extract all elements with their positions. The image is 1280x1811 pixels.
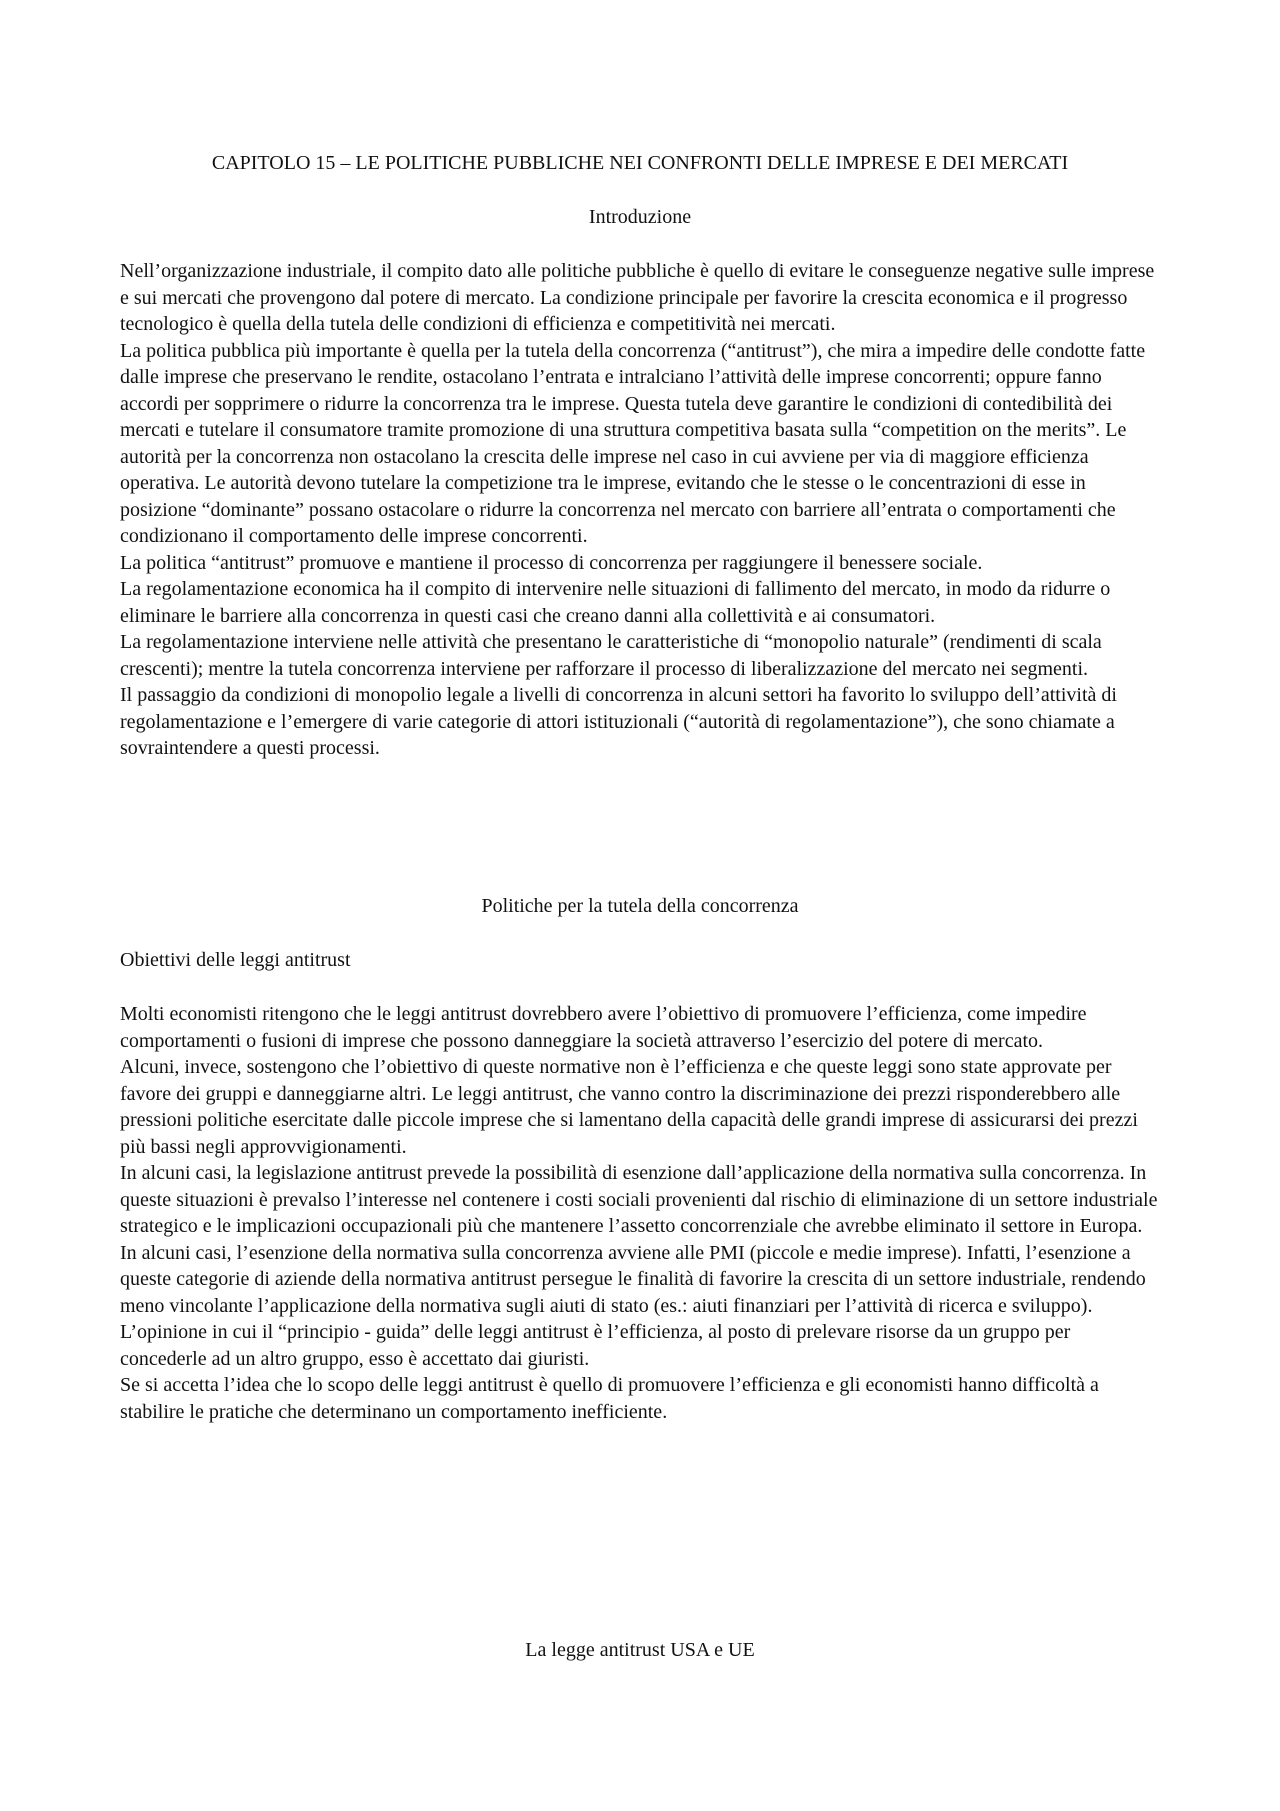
subsection-body: [120, 1001, 1160, 1425]
subsection-paragraph: L’opinione in cui il “principio - guida” delle leggi antitrust è l’efficienza, al posto di prelevare risorse da un gruppo per concederle ad un altro gruppo, esso è accettato dai giuristi.: [120, 1321, 1071, 1370]
intro-paragraph: La regolamentazione interviene nelle attività che presentano le caratteristiche di “monopolio naturale” (rendimenti di scala crescenti); mentre la tutela concorrenza interviene per rafforzare il processo di liberalizzazione del mercato nei segmenti.: [120, 631, 1102, 680]
intro-paragraph: Nell’organizzazione industriale, il compito dato alle politiche pubbliche è quello di evitare le conseguenze negative sulle imprese e sui mercati che provengono dal potere di mercato. La condizione principale per favorire la crescita economica e il progresso tecnologico è quella della tutela delle condizioni di efficienza e competitività nei mercati.: [120, 260, 1155, 335]
subsection-paragraph: In alcuni casi, l’esenzione della normativa sulla concorrenza avviene alle PMI (piccole e medie imprese). Infatti, l’esenzione a queste categorie di aziende della normativa antitrust persegue le finalità di favorire la crescita di un settore industriale, rendendo meno vincolante l’applicazione della normativa sugli aiuti di stato (es.: aiuti finanziari per l’attività di ricerca e sviluppo).: [120, 1241, 1146, 1317]
chapter-title: CAPITOLO 15 – LE POLITICHE PUBBLICHE NEI CONFRONTI DELLE IMPRESE E DEI MERCATI: [211, 152, 1069, 174]
subsection-paragraph: Molti economisti ritengono che le leggi antitrust dovrebbero avere l’obiettivo di promuovere l’efficienza, come impedire comportamenti o fusioni di imprese che possono danneggiare la società attraverso l’esercizio del potere di mercato.: [120, 1003, 1087, 1052]
intro-paragraph: Il passaggio da condizioni di monopolio legale a livelli di concorrenza in alcuni settori ha favorito lo sviluppo dell’attività di regolamentazione e l’emergere di varie categorie di attori istituzionali (“autorità di regolamentazione”), che sono chiamate a sovraintendere a questi processi.: [120, 684, 1117, 759]
subsection-paragraph: Alcuni, invece, sostengono che l’obiettivo di queste normative non è l’efficienza e che queste leggi sono state approvate per favore dei gruppi e danneggiarne altri. Le leggi antitrust, che vanno contro la discriminazione dei prezzi risponderebbero alle pressioni politiche esercitate dalle piccole imprese che si lamentano della capacità delle grandi imprese di assicurarsi dei prezzi più bassi negli approvvigionamenti.: [120, 1056, 1138, 1158]
subsection-heading: Obiettivi delle leggi antitrust: [120, 949, 351, 971]
footer-heading: La legge antitrust USA e UE: [525, 1639, 755, 1661]
intro-paragraph: La politica pubblica più importante è quella per la tutela della concorrenza (“antitrust”), che mira a impedire delle condotte fatte dalle imprese che preservano le rendite, ostacolano l’entrata e intralciano l’attività delle imprese concorrenti; oppure fanno accordi per sopprimere o ridurre la concorrenza tra le imprese. Questa tutela deve garantire le condizioni di contedibilità dei mercati e tutelare il consumatore tramite promozione di una struttura competitiva basata sulla “competition on the merits”. Le autorità per la concorrenza non ostacolano la crescita delle imprese nel caso in cui avviene per via di maggiore efficienza operativa. Le autorità devono tutelare la competizione tra le imprese, evitando che le stesse o le concentrazioni di esse in posizione “dominante” possano ostacolare o ridurre la concorrenza nel mercato con barriere all’entrata o comportamenti che condizionano il comportamento delle imprese concorrenti.: [120, 339, 1146, 547]
subsection-paragraph: Se si accetta l’idea che lo scopo delle leggi antitrust è quello di promuovere l’efficienza e gli economisti hanno difficoltà a stabilire le pratiche che determinano un comportamento inefficiente.: [120, 1374, 1099, 1423]
subsection-paragraph: In alcuni casi, la legislazione antitrust prevede la possibilità di esenzione dall’applicazione della normativa sulla concorrenza. In queste situazioni è prevalso l’interesse nel contenere i costi sociali provenienti dal rischio di eliminazione di un settore industriale strategico e le implicazioni occupazionali più che mantenere l’assetto concorrenziale che avrebbe eliminato il settore in Europa.: [120, 1162, 1158, 1237]
section-heading: Politiche per la tutela della concorrenza: [481, 895, 799, 917]
intro-section: [120, 258, 1160, 762]
intro-heading: Introduzione: [588, 206, 692, 228]
intro-paragraph: La regolamentazione economica ha il compito di intervenire nelle situazioni di fallimento del mercato, in modo da ridurre o eliminare le barriere alla concorrenza in questi casi che creano danni alla collettività e ai consumatori.: [120, 578, 1111, 627]
intro-paragraph: La politica “antitrust” promuove e mantiene il processo di concorrenza per raggiungere il benessere sociale.: [120, 551, 983, 574]
